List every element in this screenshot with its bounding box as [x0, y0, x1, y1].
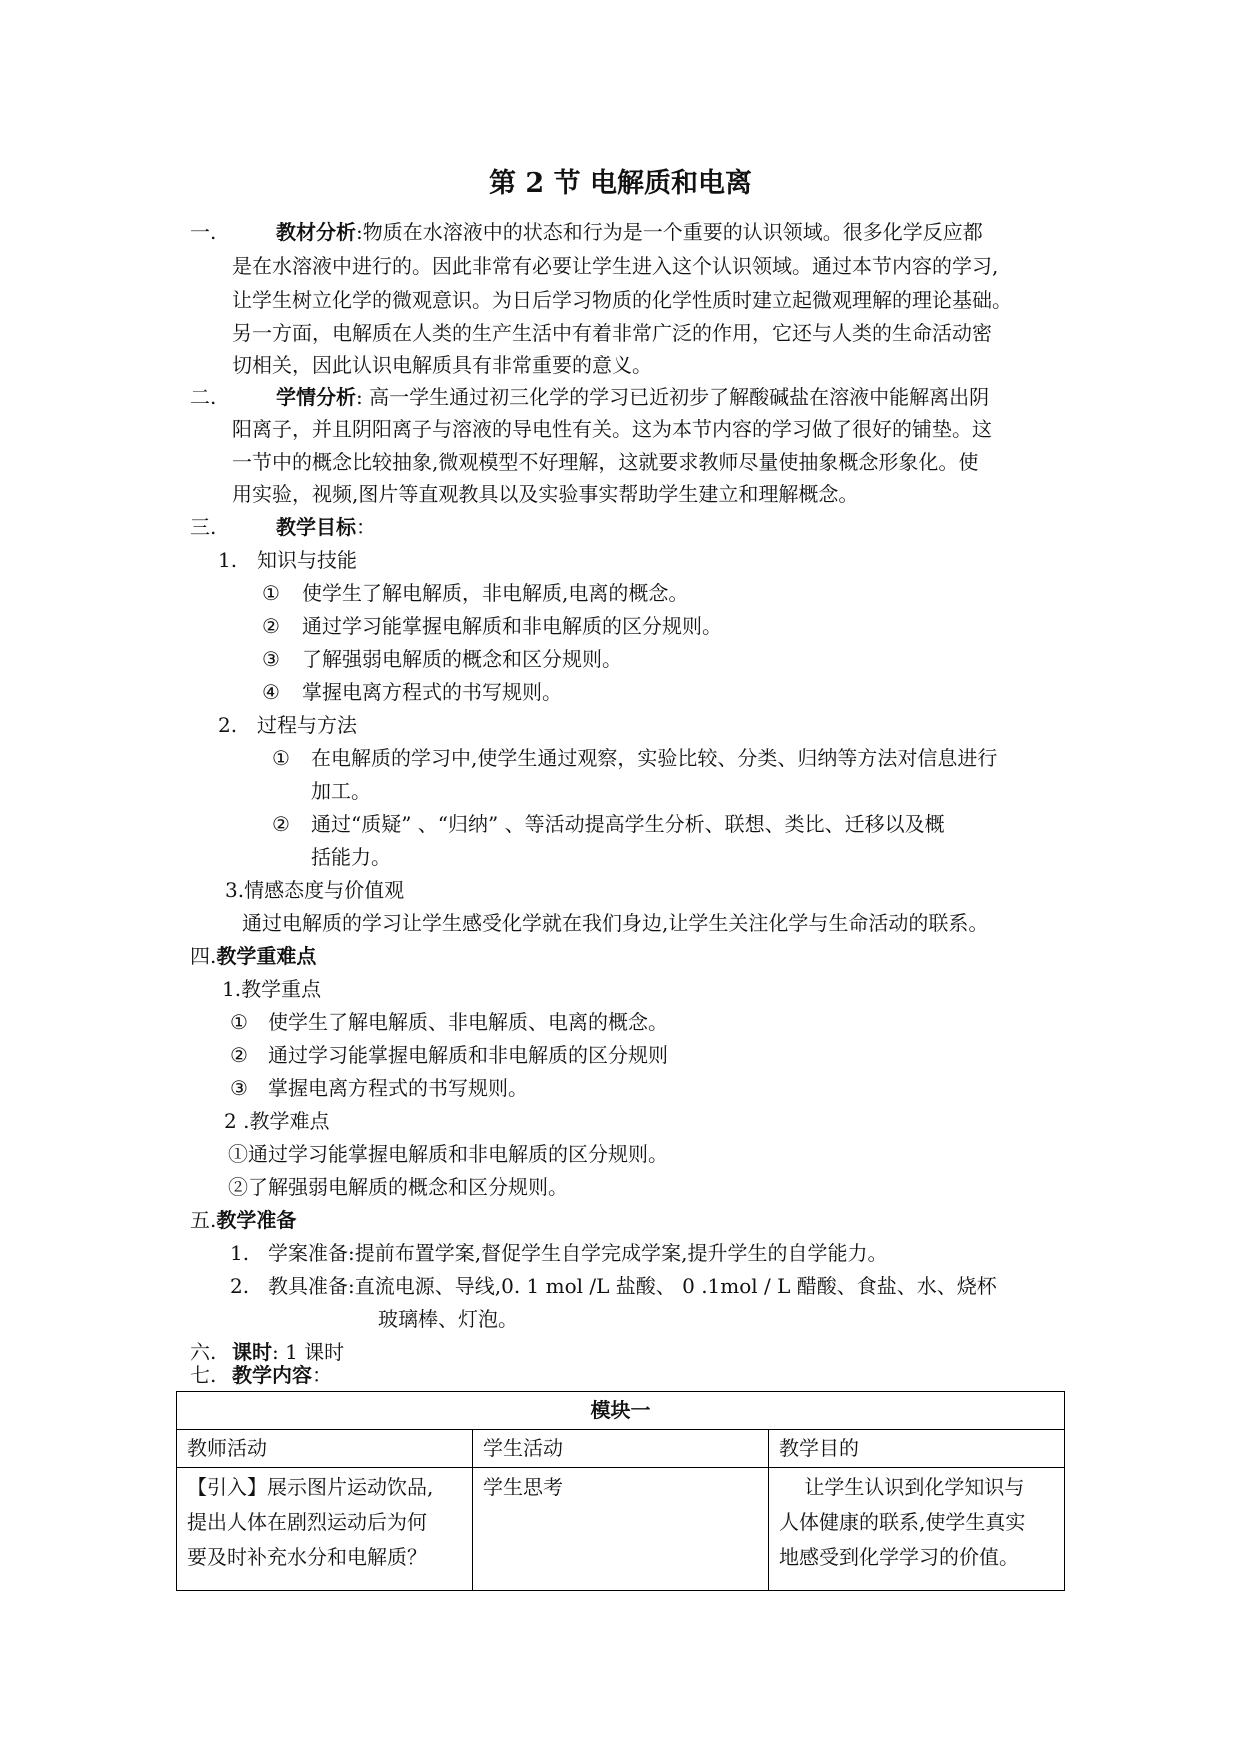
section-5-number: 五.	[190, 1208, 217, 1232]
process-item-2-line-2: 括能力。	[311, 845, 391, 869]
section-3-number: 三.	[190, 515, 217, 539]
teaching-purpose-line-2: 人体健康的联系,使学生真实	[779, 1510, 1026, 1534]
section-1-line-1	[276, 216, 983, 248]
section-7-number: 七.	[190, 1363, 217, 1387]
section-1-line-4: 另一方面，电解质在人类的生产生活中有着非常广泛的作用，它还与人类的生命活动密	[232, 321, 992, 345]
teacher-activity-line-1: 【引入】展示图片运动饮品,	[187, 1475, 434, 1499]
difficult-points-label: 2 .教学难点	[224, 1109, 330, 1133]
difficult-item-2: ②了解强弱电解质的概念和区分规则。	[228, 1175, 568, 1199]
key-item-1: 使学生了解电解质、非电解质、电离的概念。	[268, 1010, 668, 1034]
process-item-1-line-1: 在电解质的学习中,使学生通过观察，实验比较、分类、归纳等方法对信息进行	[311, 746, 998, 770]
section-6-text: : 1 课时	[272, 1340, 345, 1364]
prep-item-2-number: 2.	[230, 1274, 250, 1298]
section-4-number: 四.	[190, 944, 217, 968]
col-teacher-activity: 教师活动	[177, 1430, 473, 1468]
key-item-3-mark: ③	[230, 1076, 248, 1100]
teaching-purpose-line-1: 让学生认识到化学知识与	[779, 1475, 1025, 1499]
section-2-line-3: 一节中的概念比较抽象,微观模型不好理解，这就要求教师尽量使抽象概念形象化。使	[232, 450, 979, 474]
section-2-line-2: 阳离子，并且阴阳离子与溶液的导电性有关。这为本节内容的学习做了很好的铺垫。这	[232, 417, 992, 441]
key-item-2-mark: ②	[230, 1043, 248, 1067]
col-teaching-purpose: 教学目的	[769, 1430, 1065, 1468]
key-item-3: 掌握电离方程式的书写规则。	[268, 1076, 528, 1100]
knowledge-number: 1.	[218, 548, 238, 572]
knowledge-item-3: 了解强弱电解质的概念和区分规则。	[302, 647, 622, 671]
knowledge-item-4-mark: ④	[262, 680, 280, 704]
difficult-item-1: ①通过学习能掌握电解质和非电解质的区分规则。	[228, 1142, 668, 1166]
section-1-line-2: 是在水溶液中进行的。因此非常有必要让学生进入这个认识领域。通过本节内容的学习,	[232, 254, 999, 278]
page-title: 第 2 节 电解质和电离	[489, 168, 752, 199]
table-row	[177, 1468, 1065, 1591]
key-item-2: 通过学习能掌握电解质和非电解质的区分规则	[268, 1043, 668, 1067]
prep-item-2-continued: 玻璃棒、灯泡。	[378, 1307, 518, 1331]
teacher-activity-cell	[177, 1468, 473, 1591]
section-2-number: 二.	[190, 385, 217, 409]
module-title: 模块一	[177, 1392, 1065, 1430]
knowledge-item-1: 使学生了解电解质，非电解质,电离的概念。	[302, 581, 689, 605]
knowledge-item-3-mark: ③	[262, 647, 280, 671]
prep-item-1-number: 1.	[230, 1241, 250, 1265]
module-table	[176, 1391, 1065, 1591]
section-2-line-1	[276, 381, 989, 413]
teaching-purpose-cell	[769, 1468, 1065, 1591]
section-7-colon: ：	[312, 1363, 332, 1387]
module-title-row	[177, 1392, 1065, 1430]
section-2-line-4: 用实验，视频,图片等直观教具以及实验事实帮助学生建立和理解概念。	[232, 482, 859, 506]
knowledge-label: 知识与技能	[257, 548, 357, 572]
knowledge-item-2: 通过学习能掌握电解质和非电解质的区分规则。	[302, 614, 722, 638]
section-7-heading: 教学内容	[232, 1363, 312, 1387]
process-label: 过程与方法	[257, 713, 357, 737]
process-item-2-mark: ②	[272, 812, 290, 836]
process-item-1-mark: ①	[272, 746, 290, 770]
section-2-heading: 学情分析	[276, 385, 356, 409]
section-7-line	[232, 1359, 332, 1391]
knowledge-item-1-mark: ①	[262, 581, 280, 605]
key-points-label: 1.教学重点	[222, 977, 322, 1001]
section-1-text-1: :物质在水溶液中的状态和行为是一个重要的认识领域。很多化学反应都	[356, 220, 983, 244]
section-4-line	[190, 940, 316, 972]
process-item-2-line-1: 通过“质疑” 、“归纳” 、等活动提高学生分析、联想、类比、迁移以及概	[311, 812, 945, 836]
section-4-heading: 教学重难点	[216, 944, 317, 968]
section-1-heading: 教材分析	[276, 220, 356, 244]
knowledge-item-2-mark: ②	[262, 614, 280, 638]
teacher-activity-line-2: 提出人体在剧烈运动后为何	[187, 1510, 427, 1534]
col-student-activity: 学生活动	[473, 1430, 769, 1468]
section-5-heading: 教学准备	[216, 1208, 297, 1232]
knowledge-item-4: 掌握电离方程式的书写规则。	[302, 680, 562, 704]
section-6-heading: 课时	[232, 1340, 272, 1364]
prep-item-1: 学案准备:提前布置学案,督促学生自学完成学案,提升学生的自学能力。	[268, 1241, 888, 1265]
section-5-line	[190, 1204, 296, 1236]
teaching-purpose-line-3: 地感受到化学学习的价值。	[779, 1545, 1019, 1569]
section-3-colon: ：	[356, 515, 376, 539]
process-number: 2.	[218, 713, 238, 737]
section-1-number: 一.	[190, 220, 217, 244]
process-item-1-line-2: 加工。	[311, 779, 371, 803]
emotion-label: 3.情感态度与价值观	[225, 878, 405, 902]
section-3-line	[276, 511, 376, 543]
section-6-number: 六.	[190, 1340, 217, 1364]
key-item-1-mark: ①	[230, 1010, 248, 1034]
section-2-text-1: : 高一学生通过初三化学的学习已近初步了解酸碱盐在溶液中能解离出阴	[356, 385, 990, 409]
section-3-heading: 教学目标	[276, 515, 356, 539]
prep-item-2: 教具准备:直流电源、导线,0. 1 mol /L 盐酸、 0 .1mol / L 醋酸、食盐、水、烧杯	[268, 1274, 997, 1298]
teacher-activity-line-3: 要及时补充水分和电解质？	[187, 1545, 427, 1569]
emotion-text: 通过电解质的学习让学生感受化学就在我们身边,让学生关注化学与生命活动的联系。	[242, 911, 989, 935]
section-1-line-5: 切相关，因此认识电解质具有非常重要的意义。	[232, 353, 652, 377]
table-header-row	[177, 1430, 1065, 1468]
student-activity-cell: 学生思考	[473, 1468, 769, 1591]
section-1-line-3: 让学生树立化学的微观意识。为日后学习物质的化学性质时建立起微观理解的理论基础。	[232, 288, 1012, 312]
